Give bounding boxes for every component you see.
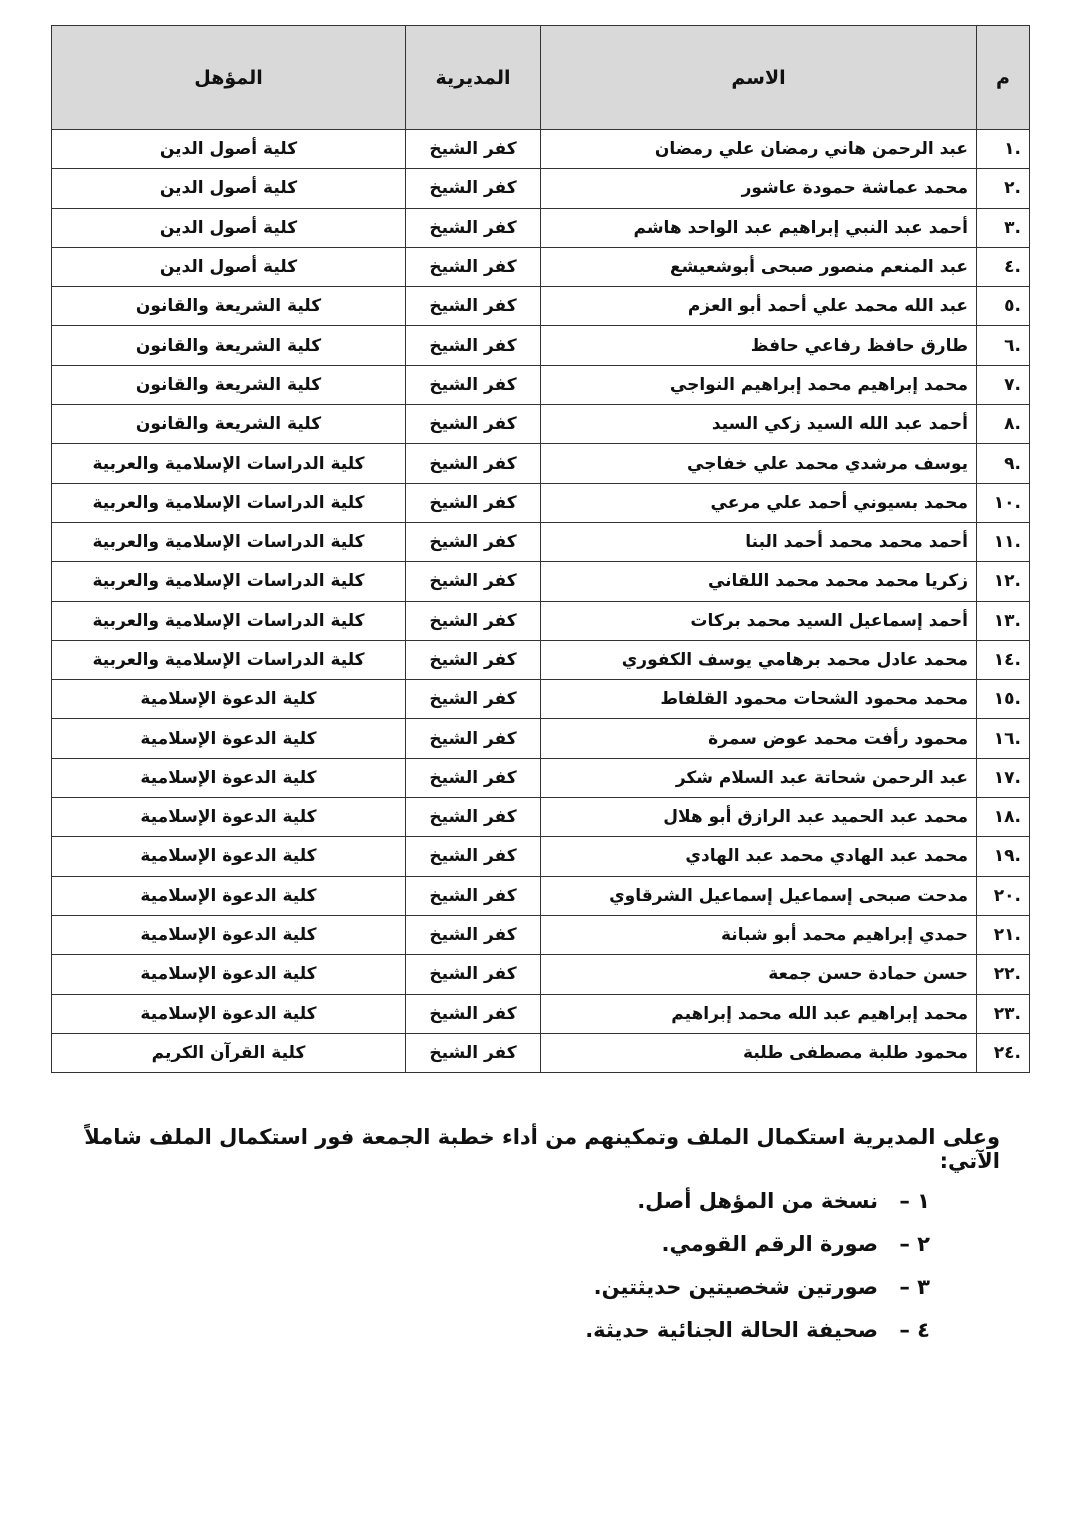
row-qualification: كلية أصول الدين (52, 130, 406, 169)
row-name: محمد محمود الشحات محمود القلفاط (541, 680, 977, 719)
table-row (52, 444, 1030, 483)
row-qualification: كلية أصول الدين (52, 247, 406, 286)
table-row (52, 483, 1030, 522)
table-row (52, 326, 1030, 365)
row-name: محمد عادل محمد برهامي يوسف الكفوري (541, 640, 977, 679)
header-row (52, 26, 1030, 130)
row-name: حسن حمادة حسن جمعة (541, 955, 977, 994)
row-qualification: كلية الدعوة الإسلامية (52, 719, 406, 758)
table-row (52, 994, 1030, 1033)
requirement-text: صحيفة الحالة الجنائية حديثة. (585, 1318, 878, 1342)
table-row (52, 130, 1030, 169)
table-row (52, 955, 1030, 994)
row-directorate: كفر الشيخ (406, 915, 541, 954)
row-number: .٢٤ (977, 1033, 1030, 1072)
row-directorate: كفر الشيخ (406, 522, 541, 561)
row-directorate: كفر الشيخ (406, 365, 541, 404)
row-name: زكريا محمد محمد محمد اللقاني (541, 562, 977, 601)
row-number: .٣ (977, 208, 1030, 247)
row-number: .١١ (977, 522, 1030, 561)
row-directorate: كفر الشيخ (406, 719, 541, 758)
row-number: .١٩ (977, 837, 1030, 876)
row-qualification: كلية الدعوة الإسلامية (52, 915, 406, 954)
row-directorate: كفر الشيخ (406, 837, 541, 876)
row-name: مدحت صبحى إسماعيل إسماعيل الشرقاوي (541, 876, 977, 915)
row-qualification: كلية الدعوة الإسلامية (52, 758, 406, 797)
row-directorate: كفر الشيخ (406, 640, 541, 679)
row-name: عبد الرحمن شحاتة عبد السلام شكر (541, 758, 977, 797)
row-qualification: كلية أصول الدين (52, 169, 406, 208)
row-number: .٢١ (977, 915, 1030, 954)
table-row (52, 1033, 1030, 1072)
row-name: يوسف مرشدي محمد علي خفاجي (541, 444, 977, 483)
requirement-text: نسخة من المؤهل أصل. (637, 1189, 878, 1213)
table-row (52, 758, 1030, 797)
completion-note: وعلى المديرية استكمال الملف وتمكينهم من أداء خطبة الجمعة فور استكمال الملف شاملاً الآتي: (84, 1125, 1000, 1173)
imams-table (51, 25, 1030, 1073)
row-qualification: كلية أصول الدين (52, 208, 406, 247)
table-row (52, 365, 1030, 404)
row-directorate: كفر الشيخ (406, 876, 541, 915)
row-number: .١٤ (977, 640, 1030, 679)
row-directorate: كفر الشيخ (406, 562, 541, 601)
row-number: .٨ (977, 405, 1030, 444)
row-directorate: كفر الشيخ (406, 483, 541, 522)
requirement-index: ١ – (899, 1189, 930, 1213)
table-row (52, 915, 1030, 954)
table-row (52, 719, 1030, 758)
row-number: .١ (977, 130, 1030, 169)
row-number: .٤ (977, 247, 1030, 286)
row-name: أحمد إسماعيل السيد محمد بركات (541, 601, 977, 640)
row-directorate: كفر الشيخ (406, 247, 541, 286)
row-name: عبد الله محمد علي أحمد أبو العزم (541, 287, 977, 326)
row-number: .١٧ (977, 758, 1030, 797)
row-directorate: كفر الشيخ (406, 444, 541, 483)
table-row (52, 247, 1030, 286)
requirement-index: ٤ – (899, 1318, 930, 1342)
row-directorate: كفر الشيخ (406, 601, 541, 640)
row-name: محمد عماشة حمودة عاشور (541, 169, 977, 208)
table-row (52, 837, 1030, 876)
table-row (52, 169, 1030, 208)
requirement-text: صورة الرقم القومي. (661, 1232, 878, 1256)
row-name: محمد إبراهيم محمد إبراهيم النواجي (541, 365, 977, 404)
row-name: حمدي إبراهيم محمد أبو شبانة (541, 915, 977, 954)
row-qualification: كلية الدراسات الإسلامية والعربية (52, 444, 406, 483)
table-row (52, 562, 1030, 601)
header-directorate: المديرية (406, 26, 541, 130)
row-number: .١٢ (977, 562, 1030, 601)
row-number: .٢٢ (977, 955, 1030, 994)
table-row (52, 601, 1030, 640)
table-header (52, 26, 1030, 130)
requirement-item (585, 1266, 930, 1309)
row-qualification: كلية الدراسات الإسلامية والعربية (52, 483, 406, 522)
table-row (52, 287, 1030, 326)
row-name: محمود رأفت محمد عوض سمرة (541, 719, 977, 758)
row-qualification: كلية الدعوة الإسلامية (52, 837, 406, 876)
header-name: الاسم (541, 26, 977, 130)
row-name: محمود طلبة مصطفى طلبة (541, 1033, 977, 1072)
row-directorate: كفر الشيخ (406, 994, 541, 1033)
requirement-index: ٣ – (899, 1275, 930, 1299)
row-number: .١٦ (977, 719, 1030, 758)
row-number: .١٠ (977, 483, 1030, 522)
row-qualification: كلية الدراسات الإسلامية والعربية (52, 562, 406, 601)
table-row (52, 208, 1030, 247)
row-number: .٦ (977, 326, 1030, 365)
row-number: .١٣ (977, 601, 1030, 640)
row-name: محمد بسيوني أحمد علي مرعي (541, 483, 977, 522)
row-number: .١٨ (977, 798, 1030, 837)
row-number: .٩ (977, 444, 1030, 483)
row-directorate: كفر الشيخ (406, 326, 541, 365)
row-qualification: كلية الدعوة الإسلامية (52, 876, 406, 915)
row-directorate: كفر الشيخ (406, 1033, 541, 1072)
row-number: .٥ (977, 287, 1030, 326)
row-name: أحمد عبد الله السيد زكي السيد (541, 405, 977, 444)
requirement-item (585, 1223, 930, 1266)
row-directorate: كفر الشيخ (406, 680, 541, 719)
row-name: طارق حافظ رفاعي حافظ (541, 326, 977, 365)
row-qualification: كلية الدراسات الإسلامية والعربية (52, 601, 406, 640)
row-qualification: كلية الشريعة والقانون (52, 405, 406, 444)
requirement-index: ٢ – (899, 1232, 930, 1256)
row-directorate: كفر الشيخ (406, 169, 541, 208)
requirement-text: صورتين شخصيتين حديثتين. (593, 1275, 878, 1299)
row-qualification: كلية الدعوة الإسلامية (52, 955, 406, 994)
row-qualification: كلية الدراسات الإسلامية والعربية (52, 640, 406, 679)
header-num: م (977, 26, 1030, 130)
row-number: .٢ (977, 169, 1030, 208)
row-qualification: كلية الدعوة الإسلامية (52, 680, 406, 719)
row-number: .١٥ (977, 680, 1030, 719)
row-name: محمد عبد الهادي محمد عبد الهادي (541, 837, 977, 876)
row-qualification: كلية الشريعة والقانون (52, 287, 406, 326)
row-directorate: كفر الشيخ (406, 130, 541, 169)
requirements-list (585, 1180, 930, 1352)
table-row (52, 640, 1030, 679)
row-name: محمد عبد الحميد عبد الرازق أبو هلال (541, 798, 977, 837)
row-number: .٢٣ (977, 994, 1030, 1033)
row-directorate: كفر الشيخ (406, 208, 541, 247)
row-qualification: كلية الشريعة والقانون (52, 326, 406, 365)
row-number: .٧ (977, 365, 1030, 404)
row-name: محمد إبراهيم عبد الله محمد إبراهيم (541, 994, 977, 1033)
table-row (52, 405, 1030, 444)
row-name: أحمد محمد محمد أحمد البنا (541, 522, 977, 561)
row-qualification: كلية الدعوة الإسلامية (52, 798, 406, 837)
row-directorate: كفر الشيخ (406, 287, 541, 326)
row-directorate: كفر الشيخ (406, 955, 541, 994)
row-name: عبد المنعم منصور صبحى أبوشعيشع (541, 247, 977, 286)
table-row (52, 522, 1030, 561)
row-qualification: كلية الدراسات الإسلامية والعربية (52, 522, 406, 561)
requirement-item (585, 1309, 930, 1352)
table-body (52, 130, 1030, 1073)
row-directorate: كفر الشيخ (406, 758, 541, 797)
table-row (52, 680, 1030, 719)
row-name: أحمد عبد النبي إبراهيم عبد الواحد هاشم (541, 208, 977, 247)
table-row (52, 876, 1030, 915)
row-number: .٢٠ (977, 876, 1030, 915)
row-qualification: كلية الشريعة والقانون (52, 365, 406, 404)
row-directorate: كفر الشيخ (406, 405, 541, 444)
row-name: عبد الرحمن هاني رمضان علي رمضان (541, 130, 977, 169)
requirement-item (585, 1180, 930, 1223)
row-qualification: كلية القرآن الكريم (52, 1033, 406, 1072)
row-directorate: كفر الشيخ (406, 798, 541, 837)
table-row (52, 798, 1030, 837)
header-qualification: المؤهل (52, 26, 406, 130)
row-qualification: كلية الدعوة الإسلامية (52, 994, 406, 1033)
